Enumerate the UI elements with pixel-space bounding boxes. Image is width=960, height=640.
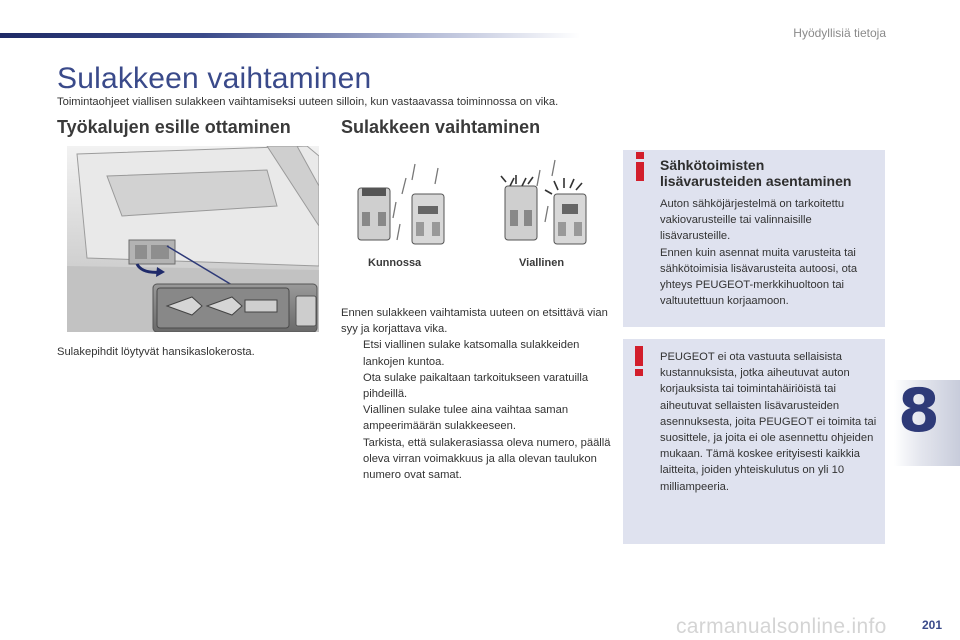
- list-item: Viallinen sulake tulee aina vaihtaa saman ampeerimäärän sulakkeeseen.: [363, 404, 569, 433]
- list-item: Ota sulake paikaltaan tarkoitukseen varatuilla pihdeillä.: [363, 371, 589, 401]
- warning-icon: [632, 346, 646, 376]
- fuse-bad-label: Viallinen: [519, 257, 565, 269]
- info-title: Sähkötoimisten lisävarusteiden asentaminen: [660, 157, 852, 189]
- list-item: Etsi viallinen sulake katsomalla sulakkeiden lankojen kuntoa.: [363, 339, 580, 368]
- info-paragraph: Ennen kuin asennat muita varusteita tai sähkötoimisia lisävarusteita autoosi, ota yhteys PEUGEOT-merkkihuoltoon tai valtuutettuun korjaamoon.: [660, 246, 858, 308]
- section-header: Hyödyllisiä tietoja: [793, 26, 886, 40]
- fuse-ok-front: [358, 188, 390, 240]
- page-subtitle: Toimintaohjeet viallisen sulakkeen vaihtamiseksi uuteen silloin, kun vastaavassa toiminnossa on vika.: [57, 96, 559, 108]
- header-gradient-bar: [0, 33, 580, 38]
- fuse-bad-side: [545, 178, 586, 244]
- chapter-number: 8: [898, 376, 940, 446]
- warning-text: PEUGEOT ei ota vastuuta sellaisista kustannuksista, jotka aiheutuvat auton korjauksista tai toimintahäiriöistä tai aiheutuvat sellaisten lisävarusteiden asennuksesta, joita PEUGEOT ei toimita tai suosittele, ja joita ei ole asennettu ohjeiden mukaan. Tämä koskee erityisesti kaikkia laitteita, joiden yhteiskulutus on yli 10 milliampeeria.: [660, 351, 877, 493]
- tools-heading: Työkalujen esille ottaminen: [57, 117, 291, 137]
- instructions-list: [341, 337, 611, 483]
- fuse-illustration: [340, 150, 590, 260]
- replace-heading: Sulakkeen vaihtaminen: [341, 117, 541, 137]
- instructions-intro: Ennen sulakkeen vaihtamista uuteen on etsittävä vian syy ja korjattava vika.: [341, 307, 608, 336]
- fuse-ok-side: [412, 194, 444, 244]
- replacement-instructions: [341, 305, 611, 483]
- page-number: 201: [921, 618, 942, 632]
- fuse-bad-front: [501, 175, 537, 240]
- photo-caption: Sulakepihdit löytyvät hansikaslokerosta.: [57, 346, 255, 358]
- info-body: [660, 196, 882, 309]
- info-paragraph: Auton sähköjärjestelmä on tarkoitettu vakiovarusteille tai valinnaisille lisävarusteille.: [660, 198, 845, 243]
- fuse-ok-label: Kunnossa: [368, 257, 422, 269]
- page-title: Sulakkeen vaihtaminen: [57, 62, 372, 95]
- info-icon: [631, 152, 649, 182]
- watermark: carmanualsonline.info: [676, 615, 887, 638]
- list-item: Tarkista, että sulakerasiassa oleva numero, päällä oleva virran voimakkuus ja alla olevan taulukon numero ovat samat.: [363, 436, 611, 482]
- glovebox-photo: [67, 146, 319, 332]
